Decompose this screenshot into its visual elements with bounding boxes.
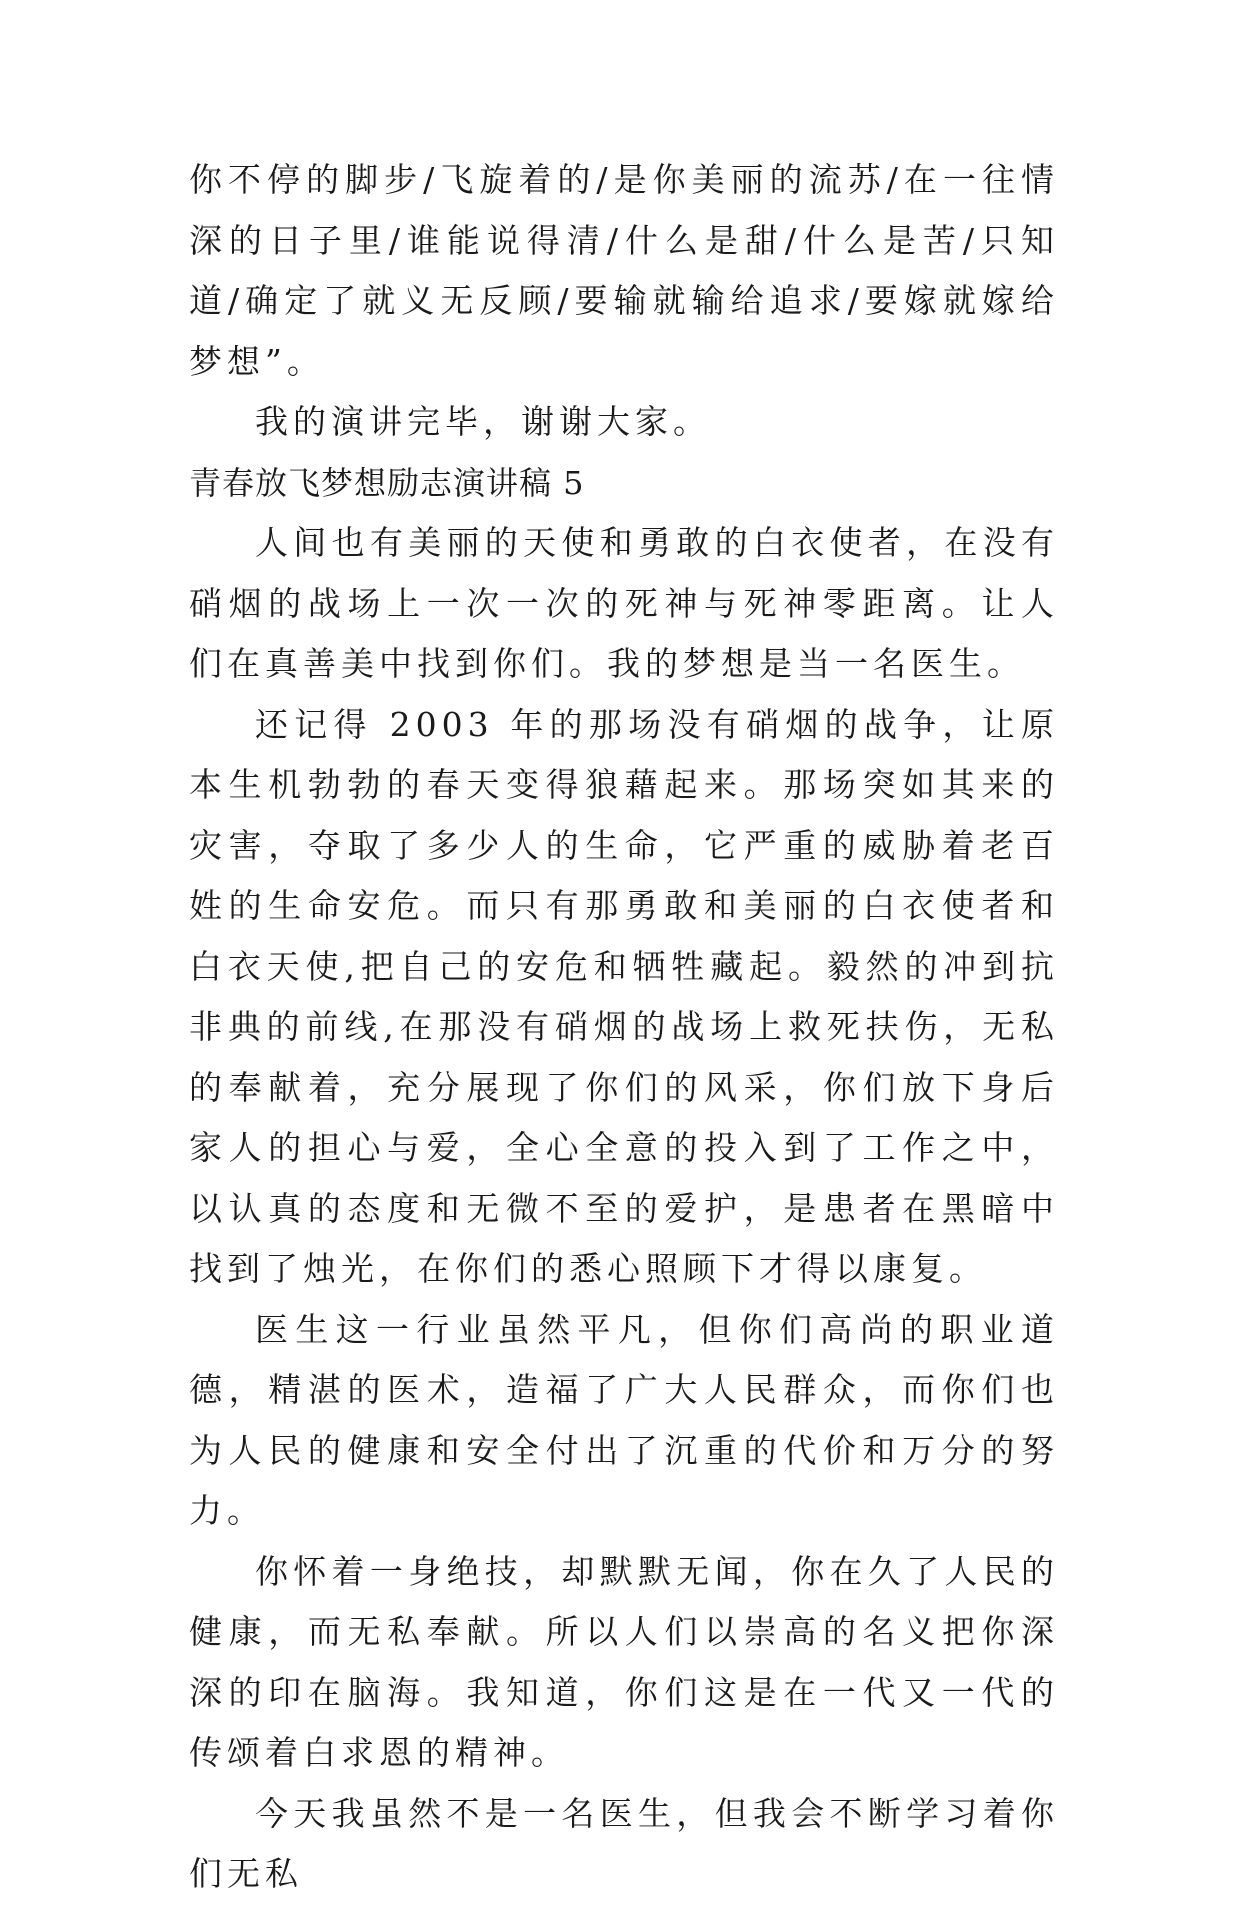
paragraph-closing: 我的演讲完毕，谢谢大家。: [255, 402, 711, 441]
paragraph: 今天我虽然不是一名医生，但我会不断学习着你们无私: [189, 1793, 1059, 1893]
document-body: [189, 150, 1059, 1905]
paragraph: 还记得 2003 年的那场没有硝烟的战争，让原本生机勃勃的春天变得狼藉起来。那场突如其来的灾害，夺取了多少人的生命，它严重的威胁着老百姓的生命安危。而只有那勇敢和美丽的白衣使者和白衣天使,把自己的安危和牺牲藏起。毅然的冲到抗非典的前线,在那没有硝烟的战场上救死扶伤，无私的奉献着，充分展现了你们的风采，你们放下身后家人的担心与爱，全心全意的投入到了工作之中，以认真的态度和无微不至的爱护，是患者在黑暗中找到了烛光，在你们的悉心照顾下才得以康复。: [189, 704, 1059, 1288]
paragraph: 医生这一行业虽然平凡，但你们高尚的职业道德，精湛的医术，造福了广大人民群众，而你们也为人民的健康和安全付出了沉重的代价和万分的努力。: [189, 1309, 1059, 1530]
paragraph-continued: 你不停的脚步/飞旋着的/是你美丽的流苏/在一往情深的日子里/谁能说得清/什么是甜/什么是苦/只知道/确定了就义无反顾/要输就输给追求/要嫁就嫁给梦想”。: [189, 160, 1059, 381]
paragraph: 人间也有美丽的天使和勇敢的白衣使者，在没有硝烟的战场上一次一次的死神与死神零距离。让人们在真善美中找到你们。我的梦想是当一名医生。: [189, 523, 1059, 683]
paragraph: 你怀着一身绝技，却默默无闻，你在久了人民的健康，而无私奉献。所以人们以崇高的名义把你深深的印在脑海。我知道，你们这是在一代又一代的传颂着白求恩的精神。: [189, 1551, 1059, 1772]
section-title: 青春放飞梦想励志演讲稿 5: [189, 463, 585, 502]
